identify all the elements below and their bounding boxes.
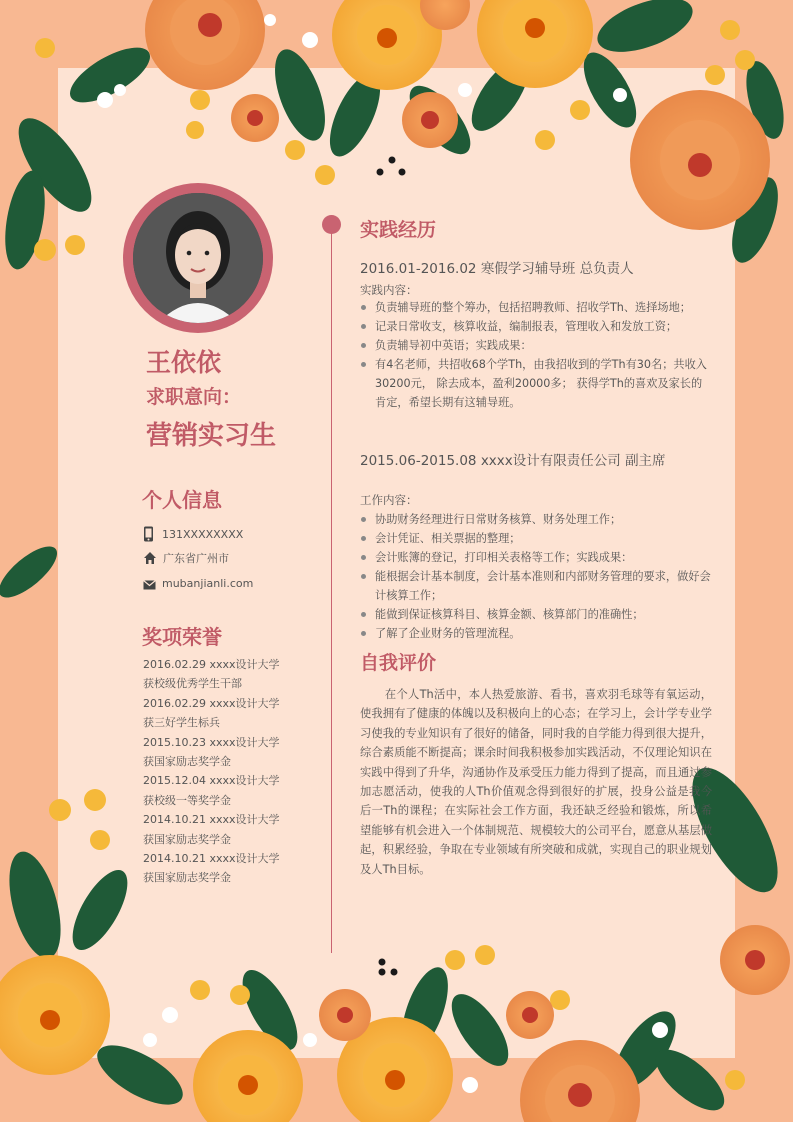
avatar	[133, 193, 263, 323]
list-item: 能根据会计基本制度，会计基本准则和内部财务管理的要求，做好会计核算工作；	[360, 567, 712, 605]
list-item: 2015.10.23 xxxx设计大学 获国家励志奖学金	[143, 735, 280, 769]
personal-info-title: 个人信息	[142, 488, 222, 512]
list-item: 了解了企业财务的管理流程。	[360, 624, 712, 643]
list-item: 2014.10.21 xxxx设计大学 获国家励志奖学金	[143, 852, 280, 885]
mail-icon	[143, 580, 156, 590]
address-row	[143, 549, 229, 567]
phone-icon	[143, 526, 154, 542]
self-evaluation-text: 在个人Th活中，本人热爱旅游、看书，喜欢羽毛球等有氧运动，使我拥有了健康的体魄以及积极向上的心态；在学习上，会计学专业学习使我的专业知识有了很好的储备，同时我的自学能力得到很大提升，综合素质能不断提高；课余时间我积极参加实践活动，不仅理论知识在实践中得到了升华，沟通协作及承受压力能力得到了提高，而且通过参加志愿活动，使我的人Th价值观念得到很好的扩展，投身公益是我今后一Th的课程；在实际社会工作方面，我还缺乏经验和锻炼，所以希望能够有机会进入一个体制规范、规模较大的公司平台，愿意从基层做起，积累经验，争取在专业领域有所突破和成就，实现自己的职业规划及人Th目标。	[360, 688, 712, 876]
experience-bullets	[360, 298, 712, 412]
avatar-portrait-icon	[133, 193, 263, 323]
job-intent-label: 求职意向：	[146, 386, 242, 408]
list-item: 2014.10.21 xxxx设计大学 获国家励志奖学金	[143, 813, 280, 846]
experience-bullets	[360, 510, 712, 643]
experience-title: 实践经历	[360, 219, 437, 241]
list-item: 有4名老师，共招收68个学Th，由我招收到的学Th有30名；共收入30200元， 除去成本，盈利20000多； 获得学Th的喜欢及家长的肯定，希望长期有这辅导班。	[360, 355, 712, 412]
email-row	[143, 574, 253, 592]
phone-number: 131XXXXXXXX	[162, 527, 244, 541]
email: mubanjianli.com	[162, 576, 254, 590]
list-item: 负责辅导班的整个筹办，包括招聘教师、招收学Th、选择场地；	[360, 298, 712, 317]
list-item: 会计账簿的登记，打印相关表格等工作；实践成果：	[360, 548, 712, 567]
experience-label: 实践内容：	[360, 283, 418, 297]
list-item: 记录日常收支，核算收益，编制报表，管理收入和发放工资；	[360, 317, 712, 336]
candidate-name: 王依依	[146, 348, 222, 377]
experience-label: 工作内容：	[360, 493, 418, 507]
address: 广东省广州市	[163, 552, 229, 565]
list-item: 会计凭证、相关票据的整理；	[360, 529, 712, 548]
timeline-line	[331, 225, 332, 953]
list-item: 2015.12.04 xxxx设计大学 获校级一等奖学金	[143, 774, 280, 807]
home-icon	[143, 551, 157, 565]
experience-heading: 2015.06-2015.08 xxxx设计有限责任公司 副主席	[360, 453, 666, 469]
self-evaluation-title: 自我评价	[360, 652, 437, 674]
experience-heading: 2016.01-2016.02 寒假学习辅导班 总负责人	[360, 261, 634, 277]
list-item: 负责辅导初中英语；实践成果：	[360, 336, 712, 355]
phone-row	[143, 525, 243, 543]
list-item: 2016.02.29 xxxx设计大学 获三好学生标兵	[143, 696, 280, 730]
timeline-dot	[322, 215, 341, 234]
awards-list	[143, 655, 323, 888]
job-intent: 营销实习生	[146, 421, 277, 451]
list-item: 能做到保证核算科目、核算金额、核算部门的准确性；	[360, 605, 712, 624]
list-item: 协助财务经理进行日常财务核算、财务处理工作；	[360, 510, 712, 529]
list-item: 2016.02.29 xxxx设计大学 获校级优秀学生干部	[143, 658, 280, 691]
awards-title: 奖项荣誉	[142, 625, 222, 649]
